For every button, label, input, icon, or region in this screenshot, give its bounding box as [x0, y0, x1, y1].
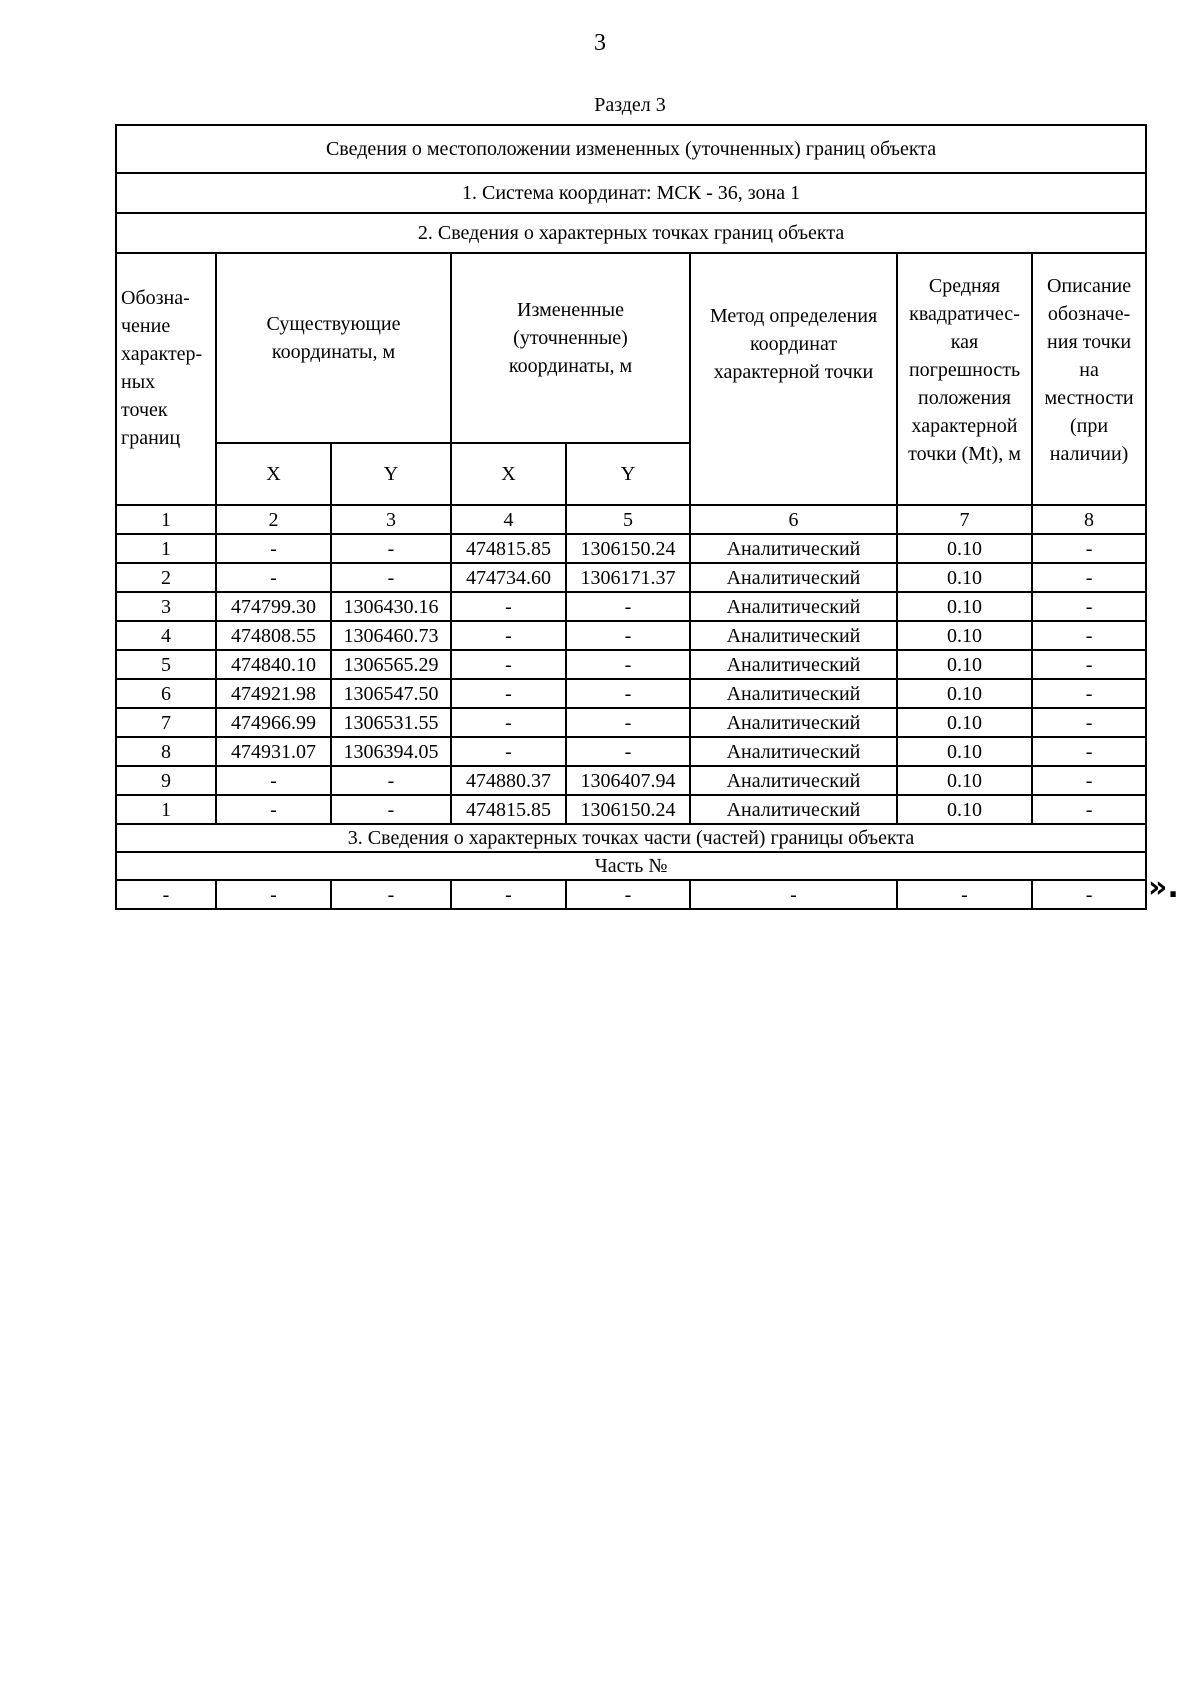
header-existing-text: Существующие координаты, м — [266, 313, 401, 363]
table-row — [116, 650, 1146, 679]
header-changed-y: Y — [566, 443, 690, 505]
header-error — [897, 253, 1032, 505]
table-cell: - — [566, 737, 690, 766]
table-cell: - — [566, 621, 690, 650]
table-cell: - — [116, 880, 216, 909]
table-cell: 0.10 — [897, 737, 1032, 766]
table-cell: Аналитический — [690, 592, 897, 621]
table-cell: Аналитический — [690, 708, 897, 737]
table-cell: - — [1032, 880, 1146, 909]
table-cell: - — [566, 650, 690, 679]
table-cell: 1306430.16 — [331, 592, 451, 621]
table-cell: 0.10 — [897, 534, 1032, 563]
table-row — [116, 679, 1146, 708]
table-cell: - — [1032, 592, 1146, 621]
table-cell: - — [451, 737, 566, 766]
table-row — [116, 737, 1146, 766]
table-cell: 2 — [116, 563, 216, 592]
header-description — [1032, 253, 1146, 505]
table-cell: 0.10 — [897, 795, 1032, 824]
table-cell: 1306150.24 — [566, 534, 690, 563]
table-cell: 474880.37 — [451, 766, 566, 795]
table-title: Сведения о местоположении измененных (уточненных) границ объекта — [116, 125, 1146, 173]
table-cell: 0.10 — [897, 563, 1032, 592]
header-designation-text: Обозна- чение характер- ных точек границ — [121, 287, 203, 449]
column-number: 5 — [566, 505, 690, 534]
column-number: 4 — [451, 505, 566, 534]
part-row — [116, 880, 1146, 909]
table-cell: 474931.07 — [216, 737, 331, 766]
table-cell: - — [451, 592, 566, 621]
column-number: 3 — [331, 505, 451, 534]
closing-quote-mark: ». — [1148, 870, 1179, 905]
table-cell: - — [451, 679, 566, 708]
table-cell: 474966.99 — [216, 708, 331, 737]
column-numbers-row — [116, 505, 1146, 534]
table-cell: - — [331, 534, 451, 563]
table-cell: - — [1032, 563, 1146, 592]
table-cell: 1306460.73 — [331, 621, 451, 650]
table-cell: 8 — [116, 737, 216, 766]
table-cell: 4 — [116, 621, 216, 650]
header-method-text: Метод определения координат характерной точки — [709, 305, 878, 383]
table-cell: 474815.85 — [451, 534, 566, 563]
table-cell: - — [1032, 795, 1146, 824]
header-existing-y: Y — [331, 443, 451, 505]
table-cell: - — [566, 880, 690, 909]
header-changed-x: X — [451, 443, 566, 505]
table-cell: - — [451, 708, 566, 737]
table-cell: - — [331, 766, 451, 795]
table-cell: Аналитический — [690, 795, 897, 824]
table-cell: Аналитический — [690, 534, 897, 563]
table-cell: - — [566, 592, 690, 621]
table-cell: Аналитический — [690, 737, 897, 766]
table-cell: 474815.85 — [451, 795, 566, 824]
table-cell: 0.10 — [897, 679, 1032, 708]
column-number: 2 — [216, 505, 331, 534]
table-cell: - — [897, 880, 1032, 909]
table-cell: - — [216, 880, 331, 909]
table-cell: 1 — [116, 795, 216, 824]
header-description-text: Описание обозначе- ния точки на местности (при наличии) — [1044, 275, 1134, 465]
header-designation — [116, 253, 216, 505]
table-cell: - — [1032, 766, 1146, 795]
parts-heading: 3. Сведения о характерных точках части (частей) границы объекта — [116, 824, 1146, 852]
table-cell: - — [216, 534, 331, 563]
table-cell: - — [451, 880, 566, 909]
table-cell: Аналитический — [690, 621, 897, 650]
table-cell: 5 — [116, 650, 216, 679]
table-cell: - — [331, 563, 451, 592]
section-title: Раздел 3 — [594, 94, 666, 116]
table-cell: 0.10 — [897, 708, 1032, 737]
table-cell: Аналитический — [690, 563, 897, 592]
coordinate-system: 1. Система координат: МСК - 36, зона 1 — [116, 173, 1146, 213]
table-cell: 9 — [116, 766, 216, 795]
column-number: 1 — [116, 505, 216, 534]
table-row — [116, 534, 1146, 563]
table-cell: - — [216, 766, 331, 795]
column-number: 7 — [897, 505, 1032, 534]
table-cell: 1 — [116, 534, 216, 563]
table-row — [116, 766, 1146, 795]
table-cell: 1306565.29 — [331, 650, 451, 679]
table-cell: - — [216, 795, 331, 824]
table-cell: 474808.55 — [216, 621, 331, 650]
table-cell: 0.10 — [897, 592, 1032, 621]
table-cell: - — [1032, 679, 1146, 708]
header-existing-x: X — [216, 443, 331, 505]
table-cell: - — [451, 621, 566, 650]
table-cell: 0.10 — [897, 621, 1032, 650]
table-cell: 7 — [116, 708, 216, 737]
table-cell: - — [1032, 534, 1146, 563]
header-changed-text: Измененные (уточненные) координаты, м — [508, 299, 633, 377]
points-heading: 2. Сведения о характерных точках границ объекта — [116, 213, 1146, 253]
header-error-text: Средняя квадратичес- кая погрешность положения характерной точки (Mt), м — [908, 275, 1021, 465]
table-cell: - — [451, 650, 566, 679]
table-cell: 6 — [116, 679, 216, 708]
table-cell: 1306150.24 — [566, 795, 690, 824]
table-cell: 0.10 — [897, 766, 1032, 795]
table-row — [116, 621, 1146, 650]
table-cell: 474799.30 — [216, 592, 331, 621]
header-existing — [216, 253, 451, 443]
table-cell: 1306407.94 — [566, 766, 690, 795]
header-changed — [451, 253, 690, 443]
table-cell: 474921.98 — [216, 679, 331, 708]
boundary-points-table — [115, 124, 1147, 910]
table-cell: 1306394.05 — [331, 737, 451, 766]
column-number: 6 — [690, 505, 897, 534]
part-label: Часть № — [116, 852, 1146, 880]
table-cell: Аналитический — [690, 650, 897, 679]
table-cell: 3 — [116, 592, 216, 621]
table-cell: 474840.10 — [216, 650, 331, 679]
header-method — [690, 253, 897, 505]
table-cell: 1306547.50 — [331, 679, 451, 708]
table-cell: - — [1032, 621, 1146, 650]
table-cell: - — [566, 708, 690, 737]
table-row — [116, 592, 1146, 621]
column-number: 8 — [1032, 505, 1146, 534]
table-row — [116, 563, 1146, 592]
table-cell: - — [1032, 737, 1146, 766]
table-cell: 0.10 — [897, 650, 1032, 679]
table-cell: Аналитический — [690, 679, 897, 708]
table-row — [116, 708, 1146, 737]
page-number: 3 — [594, 30, 606, 56]
table-row — [116, 795, 1146, 824]
table-cell: - — [566, 679, 690, 708]
table-cell: - — [216, 563, 331, 592]
table-cell: 1306531.55 — [331, 708, 451, 737]
table-cell: - — [1032, 708, 1146, 737]
table-cell: - — [1032, 650, 1146, 679]
table-cell: Аналитический — [690, 766, 897, 795]
table-cell: 474734.60 — [451, 563, 566, 592]
table-cell: - — [331, 795, 451, 824]
table-cell: - — [331, 880, 451, 909]
table-cell: - — [690, 880, 897, 909]
table-cell: 1306171.37 — [566, 563, 690, 592]
